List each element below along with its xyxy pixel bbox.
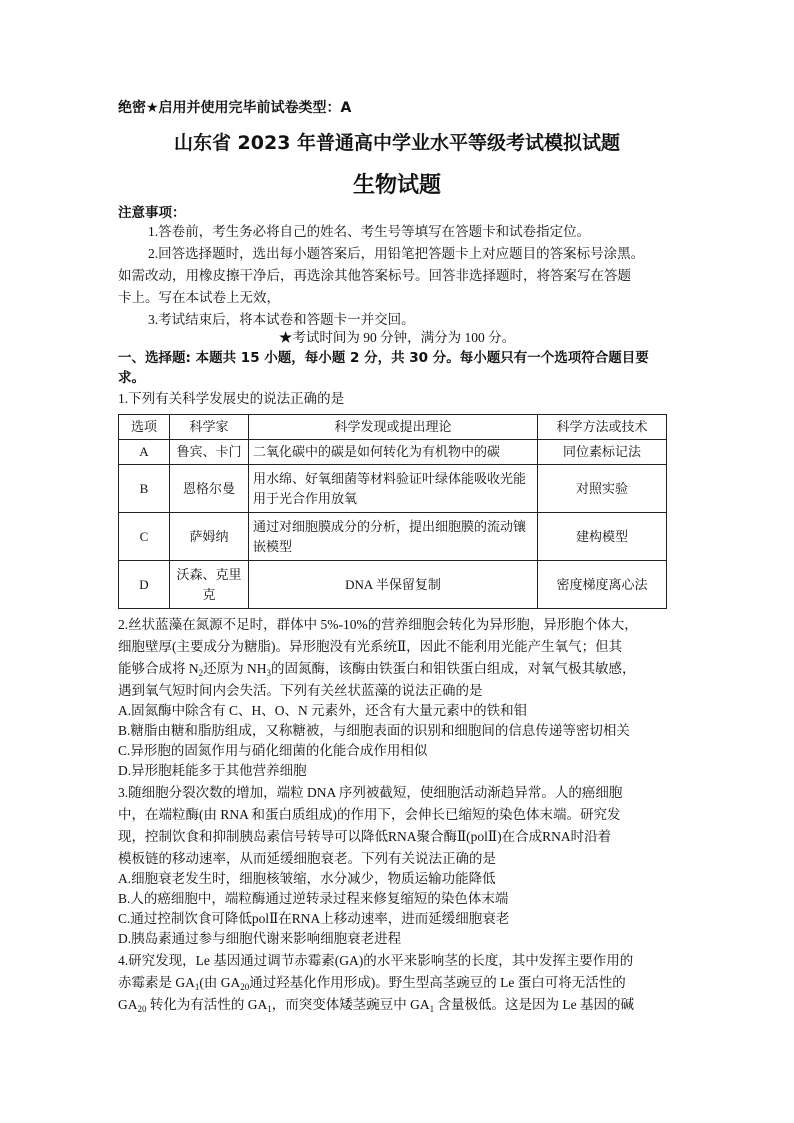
q4-line-3: $GA_{20}$ 转化为有活性的 $GA_1$，而突变体矮茎豌豆中 $GA_1$ 含量极低。这是因为 Le 基因的碱 [118,997,634,1014]
q1-table [118,414,667,609]
header-scientist: 科学家 [170,415,249,440]
q3-option-a: A.细胞衰老发生时，细胞核皱缩，水分减少，物质运输功能降低 [118,871,496,886]
header-method: 科学方法或技术 [538,415,667,440]
notice-item-3: 3.考试结束后，将本试卷和答题卡一并交回。 [148,312,415,327]
q1-stem: 1.下列有关科学发展史的说法正确的是 [118,391,345,406]
row-a-discovery: 二氧化碳中的碳是如何转化为有机物中的碳 [249,440,538,465]
row-a-option: A [119,440,170,465]
q3-line-1: 3.随细胞分裂次数的增加，端粒 DNA 序列被截短，使细胞活动渐趋异常。人的癌细胞 [118,785,623,800]
q2-line-3: 能够合成将 $N_2$还原为 $NH_3$的固氮酶，该酶由铁蛋白和钼铁蛋白组成，对氧气极其敏感， [118,661,636,678]
q3-line-3: 现，控制饮食和抑制胰岛素信号转导可以降低RNA聚合酶Ⅱ(polⅡ)在合成RNA时沿着 [118,829,612,844]
subject-title: 生物试题 [352,173,441,198]
table-header-row [119,415,667,440]
header-discovery: 科学发现或提出理论 [249,415,538,440]
row-c-discovery: 通过对细胞膜成分的分析，提出细胞膜的流动镶嵌模型 [249,513,538,561]
row-a-scientist: 鲁宾、卡门 [170,440,249,465]
notice-item-2: 2.回答选择题时，选出每小题答案后，用铅笔把答题卡上对应题目的答案标号涂黑。 [148,246,645,261]
q3-line-2: 中，在端粒酶(由 RNA 和蛋白质组成)的作用下，会伸长已缩短的染色体末端。研究发 [118,807,621,822]
q4-line-1: 4.研究发现，Le 基因通过调节赤霉素(GA)的水平来影响茎的长度，其中发挥主要作用的 [118,953,634,968]
notice-item-2-cont2: 卡上。写在本试卷上无效， [118,290,280,305]
q2-line-1: 2.丝状蓝藻在氮源不足时，群体中 5%-10%的营养细胞会转化为异形胞，异形胞个体大， [118,617,638,632]
q3-option-b: B.人的癌细胞中，端粒酶通过逆转录过程来修复缩短的染色体末端 [118,891,509,906]
header-option: 选项 [119,415,170,440]
row-d-scientist: 沃森、克里克 [170,561,249,609]
exam-time-note: ★考试时间为 90 分钟，满分为 100 分。 [278,330,516,345]
row-d-option: D [119,561,170,609]
table-row [119,561,667,609]
q2-option-a: A.固氮酶中除含有 C、H、O、N 元素外，还含有大量元素中的铁和钼 [118,703,528,718]
row-b-scientist: 恩格尔曼 [170,465,249,513]
q3-option-c: C.通过控制饮食可降低polⅡ在RNA上移动速率，进而延缓细胞衰老 [118,911,510,926]
row-c-option: C [119,513,170,561]
section-1-heading: 一、选择题: 本题共 15 小题，每小题 2 分，共 30 分。每小题只有一个选项符合题目要 [118,350,649,366]
table-row [119,440,667,465]
section-1-heading-cont: 求。 [118,370,145,386]
q3-line-4: 模板链的移动速率，从而延缓细胞衰老。下列有关说法正确的是 [118,851,496,866]
q2-option-b: B.糖脂由糖和脂肪组成，又称糖被，与细胞表面的识别和细胞间的信息传递等密切相关 [118,723,630,738]
notice-heading: 注意事项： [118,205,186,221]
row-b-option: B [119,465,170,513]
table-row [119,513,667,561]
row-d-discovery: DNA 半保留复制 [249,561,538,609]
row-b-method: 对照实验 [538,465,667,513]
row-c-scientist: 萨姆纳 [170,513,249,561]
q2-option-c: C.异形胞的固氮作用与硝化细菌的化能合成作用相似 [118,743,428,758]
secret-label: 绝密★启用并使用完毕前试卷类型：A [118,100,352,116]
q3-option-d: D.胰岛素通过参与细胞代谢来影响细胞衰老进程 [118,931,402,946]
q2-line-4: 遇到氧气短时间内会失活。下列有关丝状蓝藻的说法正确的是 [118,683,483,698]
row-c-method: 建构模型 [538,513,667,561]
notice-item-1: 1.答卷前，考生务必将自己的姓名、考生号等填写在答题卡和试卷指定位。 [148,224,591,239]
row-d-method: 密度梯度离心法 [538,561,667,609]
exam-title: 山东省 2023 年普通高中学业水平等级考试模拟试题 [173,132,621,154]
q4-line-2: 赤霉素是 $GA_1$(由 $GA_{20}$通过羟基化作用形成)。野生型高茎豌豆的 Le 蛋白可将无活性的 [118,975,626,992]
row-b-discovery: 用水绵、好氧细菌等材料验证叶绿体能吸收光能用于光合作用放氧 [249,465,538,513]
table-row [119,465,667,513]
row-a-method: 同位素标记法 [538,440,667,465]
q2-line-2: 细胞壁厚(主要成分为糖脂)。异形胞没有光系统Ⅱ，因此不能利用光能产生氧气；但其 [118,639,623,654]
notice-item-2-cont: 如需改动，用橡皮擦干净后，再选涂其他答案标号。回答非选择题时，将答案写在答题 [118,268,631,283]
q2-option-d: D.异形胞耗能多于其他营养细胞 [118,763,307,778]
